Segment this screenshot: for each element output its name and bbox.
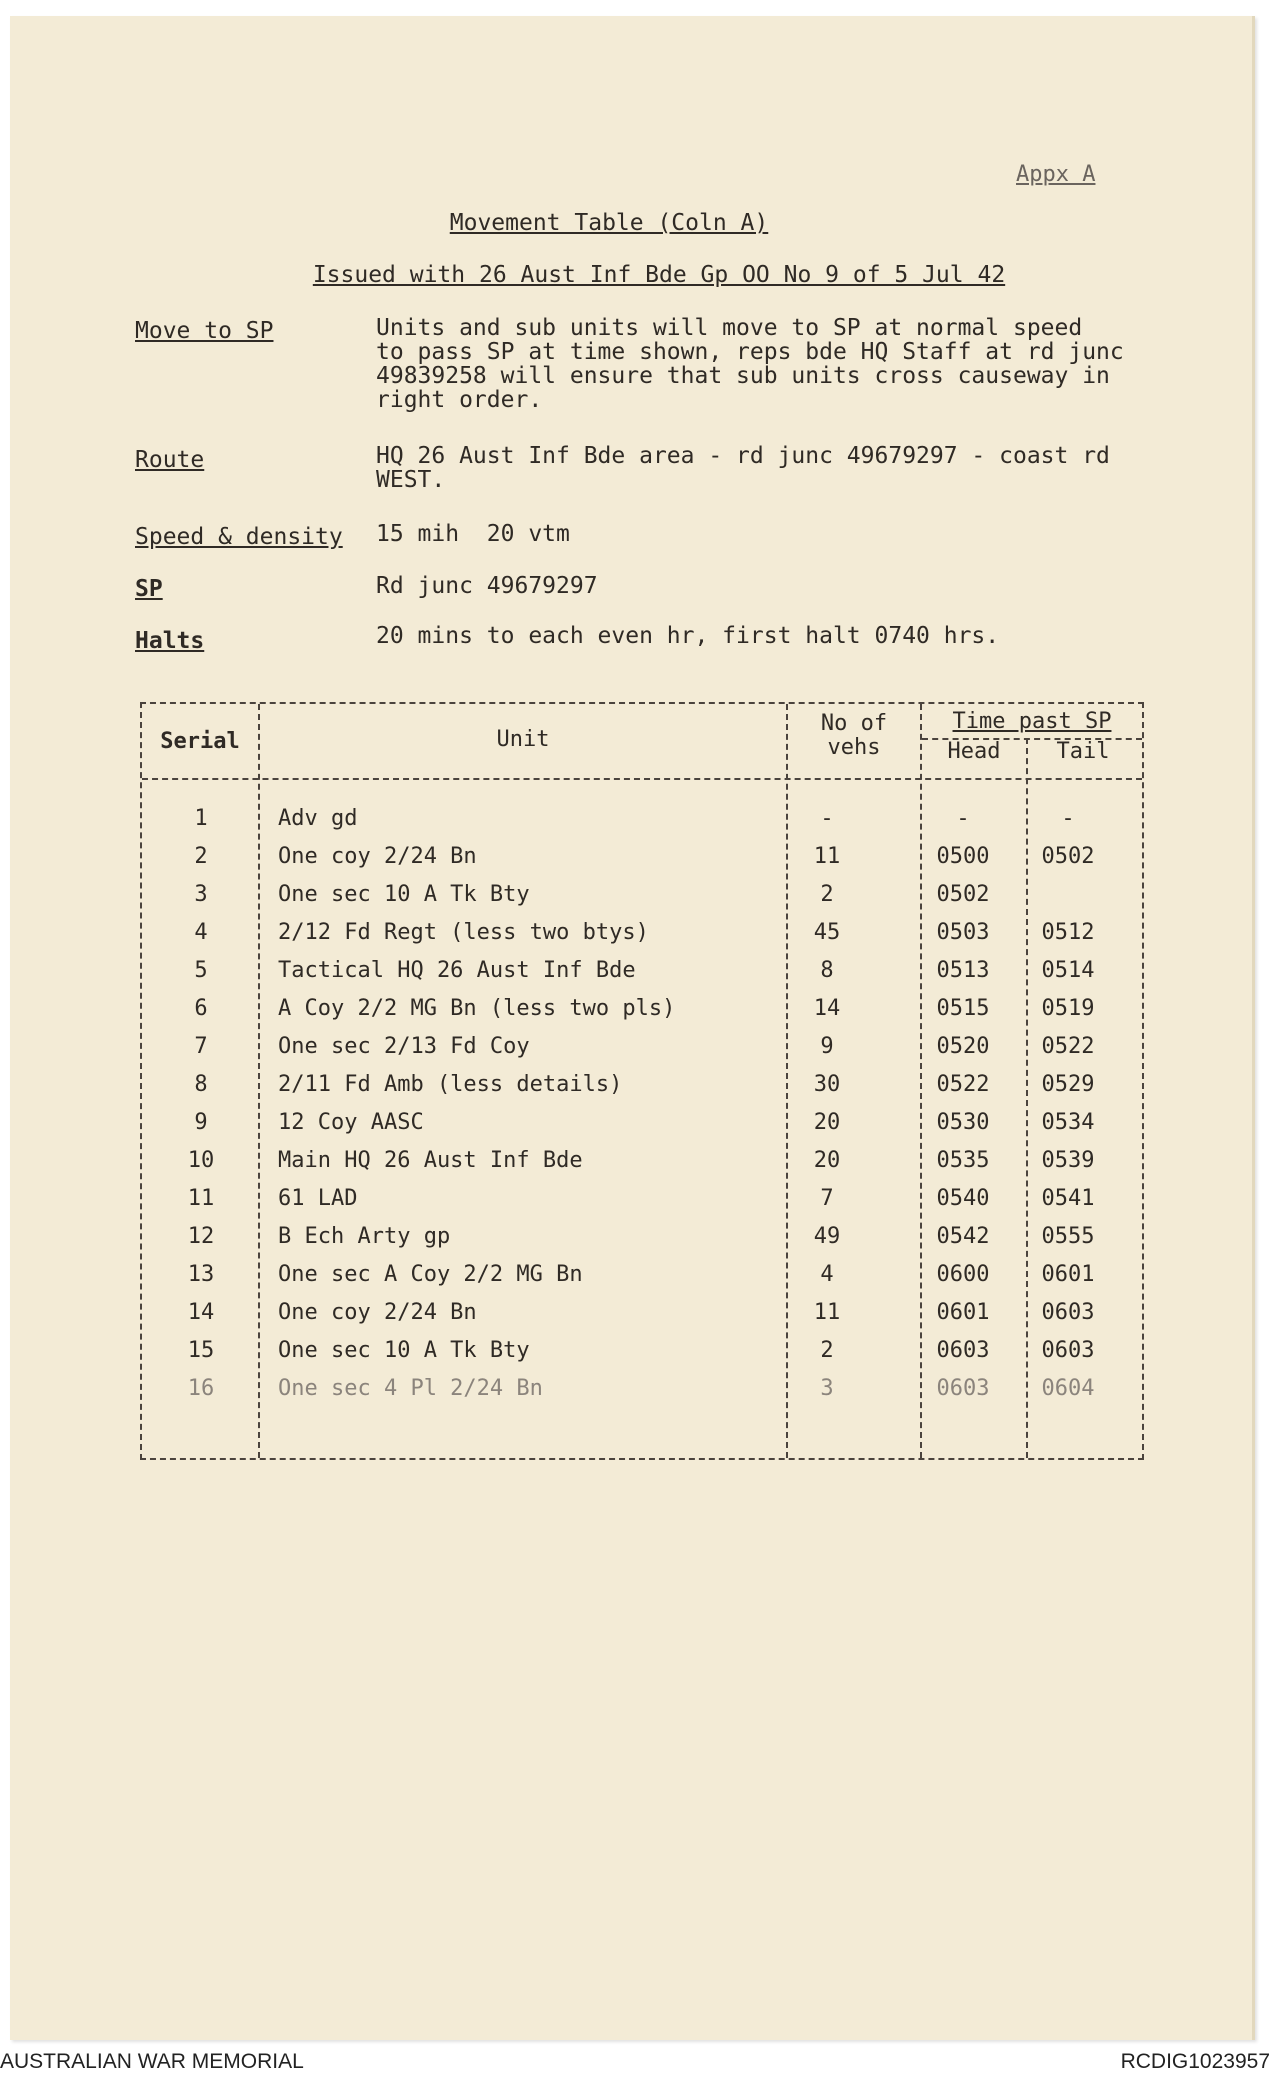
cell-unit: 2/12 Fd Regt (less two btys) [278, 920, 649, 945]
cell-serial: 12 [187, 1224, 215, 1249]
cell-tail: 0529 [1041, 1072, 1095, 1097]
cell-tail: 0519 [1041, 996, 1095, 1021]
cell-vehs: 3 [820, 1376, 834, 1401]
cell-tail: 0512 [1041, 920, 1095, 945]
label-sp: SP [135, 576, 163, 602]
cell-unit: Main HQ 26 Aust Inf Bde [278, 1148, 583, 1173]
cell-vehs: 2 [820, 882, 834, 907]
cell-head: 0542 [936, 1224, 990, 1249]
table-row [142, 1148, 1142, 1186]
header-unit: Unit [496, 727, 550, 752]
text-sp: Rd junc 49679297 [376, 573, 598, 599]
cell-unit: B Ech Arty gp [278, 1224, 451, 1249]
cell-vehs: 4 [820, 1262, 834, 1287]
table-row [142, 920, 1142, 958]
cell-vehs: 45 [813, 920, 841, 945]
cell-unit: One coy 2/24 Bn [278, 844, 477, 869]
cell-vehs: 11 [813, 844, 841, 869]
cell-unit: One sec A Coy 2/2 MG Bn [278, 1262, 583, 1287]
table-row [142, 844, 1142, 882]
cell-head: 0515 [936, 996, 990, 1021]
cell-head: 0520 [936, 1034, 990, 1059]
table-header-divider [142, 778, 1142, 780]
cell-vehs: 8 [820, 958, 834, 983]
cell-serial: 3 [194, 882, 208, 907]
header-head: Head [947, 739, 1001, 764]
cell-serial: 8 [194, 1072, 208, 1097]
cell-tail: 0604 [1041, 1376, 1095, 1401]
cell-head: 0503 [936, 920, 990, 945]
cell-head: 0530 [936, 1110, 990, 1135]
text-speed-density: 15 mih 20 vtm [376, 521, 570, 547]
cell-tail: 0522 [1041, 1034, 1095, 1059]
cell-serial: 11 [187, 1186, 215, 1211]
cell-serial: 4 [194, 920, 208, 945]
cell-unit: Adv gd [278, 806, 358, 831]
cell-tail: 0555 [1041, 1224, 1095, 1249]
cell-head: 0522 [936, 1072, 990, 1097]
cell-tail: 0539 [1041, 1148, 1095, 1173]
cell-tail: - [1061, 806, 1075, 831]
cell-tail: 0534 [1041, 1110, 1095, 1135]
cell-unit: 61 LAD [278, 1186, 358, 1211]
cell-head: - [956, 806, 970, 831]
cell-unit: One sec 2/13 Fd Coy [278, 1034, 530, 1059]
cell-vehs: 9 [820, 1034, 834, 1059]
cell-vehs: 11 [813, 1300, 841, 1325]
document-title: Movement Table (Coln A) [449, 210, 769, 236]
document-subtitle: Issued with 26 Aust Inf Bde Gp OO No 9 of 5 Jul 42 [312, 262, 1006, 288]
cell-serial: 13 [187, 1262, 215, 1287]
table-row [142, 1224, 1142, 1262]
cell-tail: 0603 [1041, 1338, 1095, 1363]
cell-tail: 0514 [1041, 958, 1095, 983]
footer-record-id: RCDIG1023957 [1120, 2050, 1270, 2073]
cell-head: 0603 [936, 1376, 990, 1401]
cell-vehs: 49 [813, 1224, 841, 1249]
cell-head: 0500 [936, 844, 990, 869]
table-row [142, 958, 1142, 996]
cell-head: 0513 [936, 958, 990, 983]
cell-head: 0603 [936, 1338, 990, 1363]
cell-serial: 1 [194, 806, 208, 831]
cell-head: 0601 [936, 1300, 990, 1325]
label-speed-density: Speed & density [135, 524, 343, 550]
cell-unit: 2/11 Fd Amb (less details) [278, 1072, 623, 1097]
cell-serial: 9 [194, 1110, 208, 1135]
cell-tail: 0541 [1041, 1186, 1095, 1211]
movement-table [140, 702, 1144, 1460]
cell-vehs: 30 [813, 1072, 841, 1097]
table-row [142, 1262, 1142, 1300]
table-row [142, 882, 1142, 920]
table-row [142, 996, 1142, 1034]
table-row [142, 1186, 1142, 1224]
text-route: HQ 26 Aust Inf Bde area - rd junc 49679297 - coast rd WEST. [376, 443, 1110, 493]
cell-serial: 6 [194, 996, 208, 1021]
table-row [142, 1110, 1142, 1148]
cell-serial: 14 [187, 1300, 215, 1325]
header-serial: Serial [160, 729, 240, 754]
table-row [142, 1338, 1142, 1376]
cell-serial: 15 [187, 1338, 215, 1363]
cell-unit: One sec 10 A Tk Bty [278, 1338, 530, 1363]
document-page [10, 16, 1255, 2040]
cell-serial: 5 [194, 958, 208, 983]
table-row [142, 1072, 1142, 1110]
cell-vehs: 14 [813, 996, 841, 1021]
cell-unit: One sec 10 A Tk Bty [278, 882, 530, 907]
cell-head: 0535 [936, 1148, 990, 1173]
text-halts: 20 mins to each even hr, first halt 0740 hrs. [376, 623, 1000, 649]
cell-unit: One coy 2/24 Bn [278, 1300, 477, 1325]
cell-serial: 16 [187, 1376, 215, 1401]
cell-tail: 0603 [1041, 1300, 1095, 1325]
cell-unit: A Coy 2/2 MG Bn (less two pls) [278, 996, 676, 1021]
label-move-to-sp: Move to SP [135, 318, 274, 344]
footer-archive-name: AUSTRALIAN WAR MEMORIAL [0, 2050, 304, 2073]
table-row [142, 1376, 1142, 1414]
text-move-to-sp: Units and sub units will move to SP at normal speed to pass SP at time shown, reps bde HQ Staff at rd junc 49839258 will ensure that sub units cross causeway in right order. [376, 315, 1124, 413]
table-row [142, 1300, 1142, 1338]
label-route: Route [135, 447, 205, 473]
table-row [142, 806, 1142, 844]
header-tail: Tail [1056, 739, 1110, 764]
cell-vehs: 2 [820, 1338, 834, 1363]
cell-unit: 12 Coy AASC [278, 1110, 424, 1135]
cell-tail: 0502 [1041, 844, 1095, 869]
cell-vehs: 20 [813, 1110, 841, 1135]
cell-head: 0540 [936, 1186, 990, 1211]
cell-vehs: 20 [813, 1148, 841, 1173]
cell-unit: One sec 4 Pl 2/24 Bn [278, 1376, 543, 1401]
cell-head: 0600 [936, 1262, 990, 1287]
cell-vehs: - [820, 806, 834, 831]
cell-head: 0502 [936, 882, 990, 907]
appendix-label: Appx A [1016, 162, 1096, 187]
table-row [142, 1034, 1142, 1072]
cell-unit: Tactical HQ 26 Aust Inf Bde [278, 958, 636, 983]
header-time-past-sp: Time past SP [952, 709, 1112, 734]
cell-tail: 0601 [1041, 1262, 1095, 1287]
cell-serial: 2 [194, 844, 208, 869]
cell-serial: 10 [187, 1148, 215, 1173]
cell-serial: 7 [194, 1034, 208, 1059]
cell-vehs: 7 [820, 1186, 834, 1211]
label-halts: Halts [135, 628, 205, 654]
header-vehs: No of vehs [820, 711, 888, 760]
